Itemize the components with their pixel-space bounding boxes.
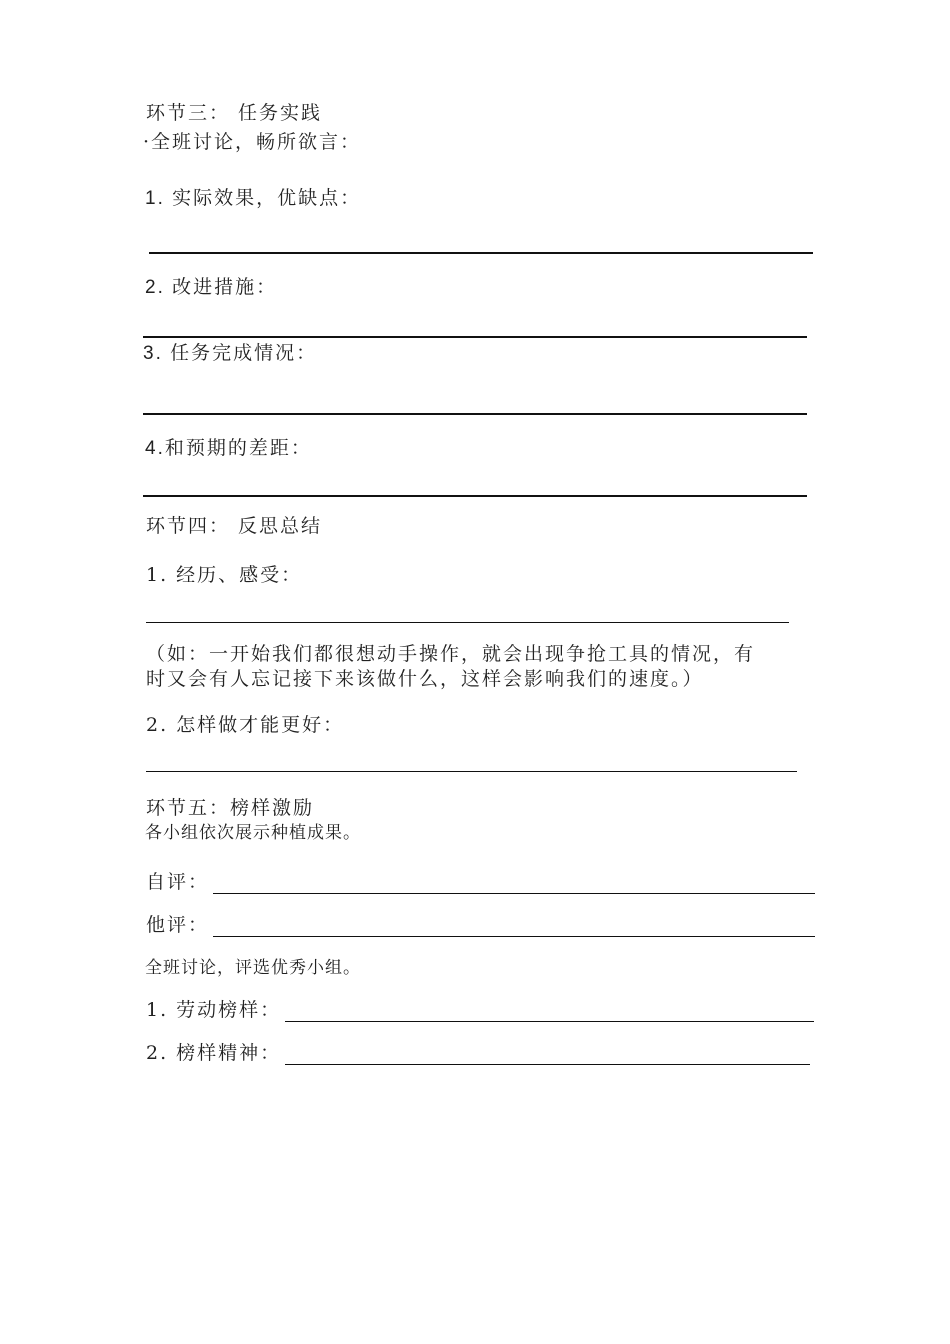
self-eval-blank[interactable] xyxy=(213,873,815,894)
section4-example-line-2: 时又会有人忘记接下来该做什么，这样会影响我们的速度。） xyxy=(146,668,704,690)
role-spirit-blank[interactable] xyxy=(285,1044,810,1065)
section3-item-1: 1. 实际效果，优缺点： xyxy=(145,188,362,209)
section4-question-1: 1. 经历、感受： xyxy=(146,564,303,586)
peer-eval-blank[interactable] xyxy=(213,916,815,937)
answer-line-4[interactable] xyxy=(143,495,807,497)
section3-item-3: 3. 任务完成情况： xyxy=(143,343,318,364)
section4-question-2: 2. 怎样做才能更好： xyxy=(146,714,345,736)
answer-line-2[interactable] xyxy=(143,336,807,338)
role-model-row xyxy=(146,998,814,1022)
answer-line-5[interactable] xyxy=(146,622,789,623)
section5-title: 环节五：榜样激励 xyxy=(146,797,315,819)
role-spirit-label: 2. 榜样精神： xyxy=(146,1042,282,1064)
section4-example-line-1: （如：一开始我们都很想动手操作，就会出现争抢工具的情况，有 xyxy=(146,643,756,665)
section3-title: 环节三： 任务实践 xyxy=(146,102,323,124)
answer-line-1[interactable] xyxy=(149,252,813,254)
section3-item-4: 4.和预期的差距： xyxy=(145,438,312,459)
role-spirit-row xyxy=(146,1041,810,1065)
answer-line-6[interactable] xyxy=(146,771,797,772)
section5-intro: 各小组依次展示种植成果。 xyxy=(145,823,361,843)
section3-subtitle: ·全班讨论，畅所欲言： xyxy=(143,131,362,153)
section5-discussion: 全班讨论，评选优秀小组。 xyxy=(145,958,361,978)
self-eval-label: 自评： xyxy=(146,871,210,893)
peer-eval-row xyxy=(146,913,815,937)
role-model-blank[interactable] xyxy=(285,1001,814,1022)
self-eval-row xyxy=(146,870,815,894)
section3-item-2: 2. 改进措施： xyxy=(145,277,278,298)
role-model-label: 1. 劳动榜样： xyxy=(146,999,282,1021)
section4-title: 环节四： 反思总结 xyxy=(146,515,323,537)
answer-line-3[interactable] xyxy=(143,413,807,415)
peer-eval-label: 他评： xyxy=(146,914,210,936)
